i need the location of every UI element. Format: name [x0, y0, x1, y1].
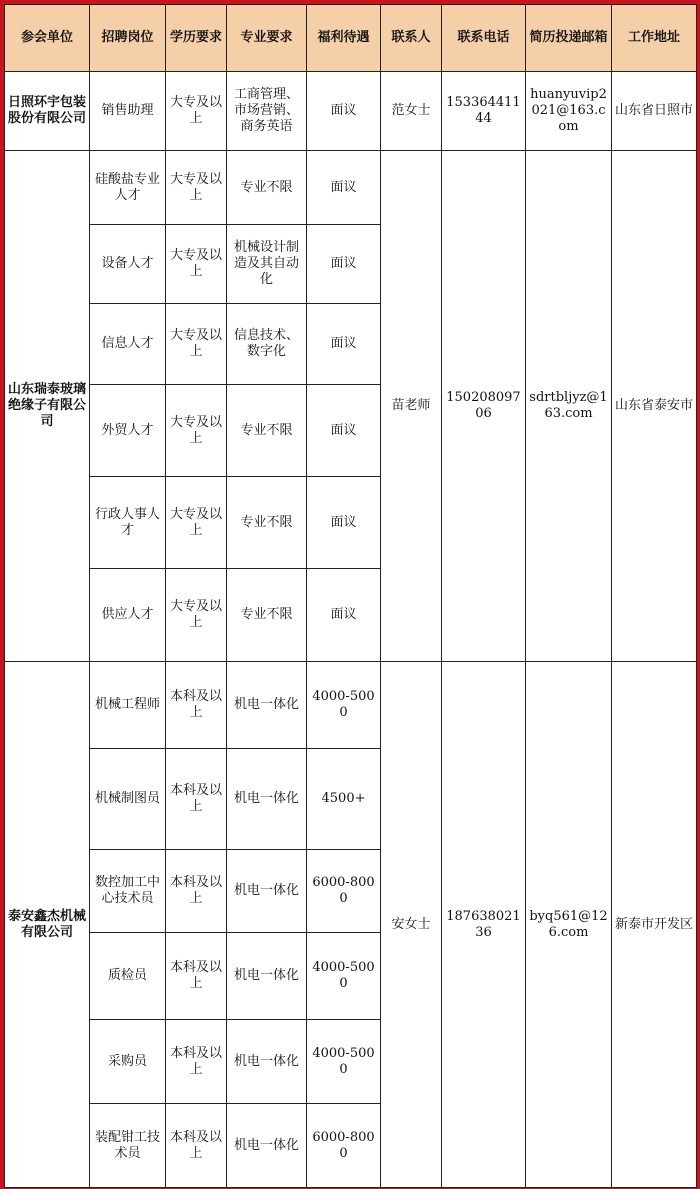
- work-address: 山东省日照市: [612, 72, 697, 151]
- major-requirement: 专业不限: [227, 385, 307, 477]
- position-title: 采购员: [90, 1020, 166, 1104]
- resume-email[interactable]: byq561@126.com: [526, 662, 612, 1188]
- major-requirement: 机电一体化: [227, 662, 307, 749]
- recruitment-table: [4, 4, 697, 1188]
- education-requirement: 大专及以上: [166, 304, 227, 385]
- major-requirement: 专业不限: [227, 477, 307, 569]
- education-requirement: 大专及以上: [166, 72, 227, 151]
- salary: 面议: [307, 151, 381, 225]
- header-salary: 福利待遇: [307, 5, 381, 72]
- major-requirement: 专业不限: [227, 151, 307, 225]
- position-title: 硅酸盐专业人才: [90, 151, 166, 225]
- major-requirement: 机电一体化: [227, 1020, 307, 1104]
- header-education: 学历要求: [166, 5, 227, 72]
- salary: 面议: [307, 225, 381, 304]
- salary: 面议: [307, 72, 381, 151]
- education-requirement: 大专及以上: [166, 385, 227, 477]
- education-requirement: 本科及以上: [166, 1104, 227, 1188]
- salary: 6000-8000: [307, 850, 381, 933]
- company-name: 泰安鑫杰机械有限公司: [5, 662, 90, 1188]
- major-requirement: 机电一体化: [227, 933, 307, 1020]
- company-name: 山东瑞泰玻璃绝缘子有限公司: [5, 151, 90, 662]
- table-row: [5, 72, 697, 151]
- education-requirement: 大专及以上: [166, 225, 227, 304]
- salary: 面议: [307, 304, 381, 385]
- major-requirement: 机电一体化: [227, 1104, 307, 1188]
- salary: 4000-5000: [307, 662, 381, 749]
- salary: 面议: [307, 477, 381, 569]
- contact-phone: 15020809706: [442, 151, 526, 662]
- education-requirement: 大专及以上: [166, 477, 227, 569]
- education-requirement: 本科及以上: [166, 1020, 227, 1104]
- education-requirement: 本科及以上: [166, 933, 227, 1020]
- education-requirement: 本科及以上: [166, 850, 227, 933]
- position-title: 装配钳工技术员: [90, 1104, 166, 1188]
- salary: 4000-5000: [307, 933, 381, 1020]
- table-row: [5, 151, 697, 225]
- salary: 4000-5000: [307, 1020, 381, 1104]
- header-address: 工作地址: [612, 5, 697, 72]
- major-requirement: 机械设计制造及其自动化: [227, 225, 307, 304]
- resume-email[interactable]: sdrtbljyz@163.com: [526, 151, 612, 662]
- contact-person: 范女士: [381, 72, 442, 151]
- salary: 面议: [307, 569, 381, 662]
- header-major: 专业要求: [227, 5, 307, 72]
- major-requirement: 信息技术、数字化: [227, 304, 307, 385]
- major-requirement: 机电一体化: [227, 749, 307, 850]
- major-requirement: 专业不限: [227, 569, 307, 662]
- salary: 4500+: [307, 749, 381, 850]
- position-title: 设备人才: [90, 225, 166, 304]
- position-title: 机械制图员: [90, 749, 166, 850]
- education-requirement: 大专及以上: [166, 151, 227, 225]
- contact-person: 苗老师: [381, 151, 442, 662]
- header-position: 招聘岗位: [90, 5, 166, 72]
- major-requirement: 机电一体化: [227, 850, 307, 933]
- header-company: 参会单位: [5, 5, 90, 72]
- position-title: 行政人事人才: [90, 477, 166, 569]
- education-requirement: 本科及以上: [166, 749, 227, 850]
- contact-phone: 18763802136: [442, 662, 526, 1188]
- major-requirement: 工商管理、市场营销、商务英语: [227, 72, 307, 151]
- resume-email[interactable]: huanyuvip2021@163.com: [526, 72, 612, 151]
- position-title: 质检员: [90, 933, 166, 1020]
- position-title: 销售助理: [90, 72, 166, 151]
- contact-person: 安女士: [381, 662, 442, 1188]
- salary: 6000-8000: [307, 1104, 381, 1188]
- position-title: 数控加工中心技术员: [90, 850, 166, 933]
- header-phone: 联系电话: [442, 5, 526, 72]
- position-title: 机械工程师: [90, 662, 166, 749]
- company-name: 日照环宇包装股份有限公司: [5, 72, 90, 151]
- work-address: 新泰市开发区: [612, 662, 697, 1188]
- position-title: 信息人才: [90, 304, 166, 385]
- table-row: [5, 662, 697, 749]
- header-row: [5, 5, 697, 72]
- salary: 面议: [307, 385, 381, 477]
- education-requirement: 大专及以上: [166, 569, 227, 662]
- position-title: 外贸人才: [90, 385, 166, 477]
- education-requirement: 本科及以上: [166, 662, 227, 749]
- position-title: 供应人才: [90, 569, 166, 662]
- header-contact: 联系人: [381, 5, 442, 72]
- header-email: 简历投递邮箱: [526, 5, 612, 72]
- work-address: 山东省泰安市: [612, 151, 697, 662]
- contact-phone: 15336441144: [442, 72, 526, 151]
